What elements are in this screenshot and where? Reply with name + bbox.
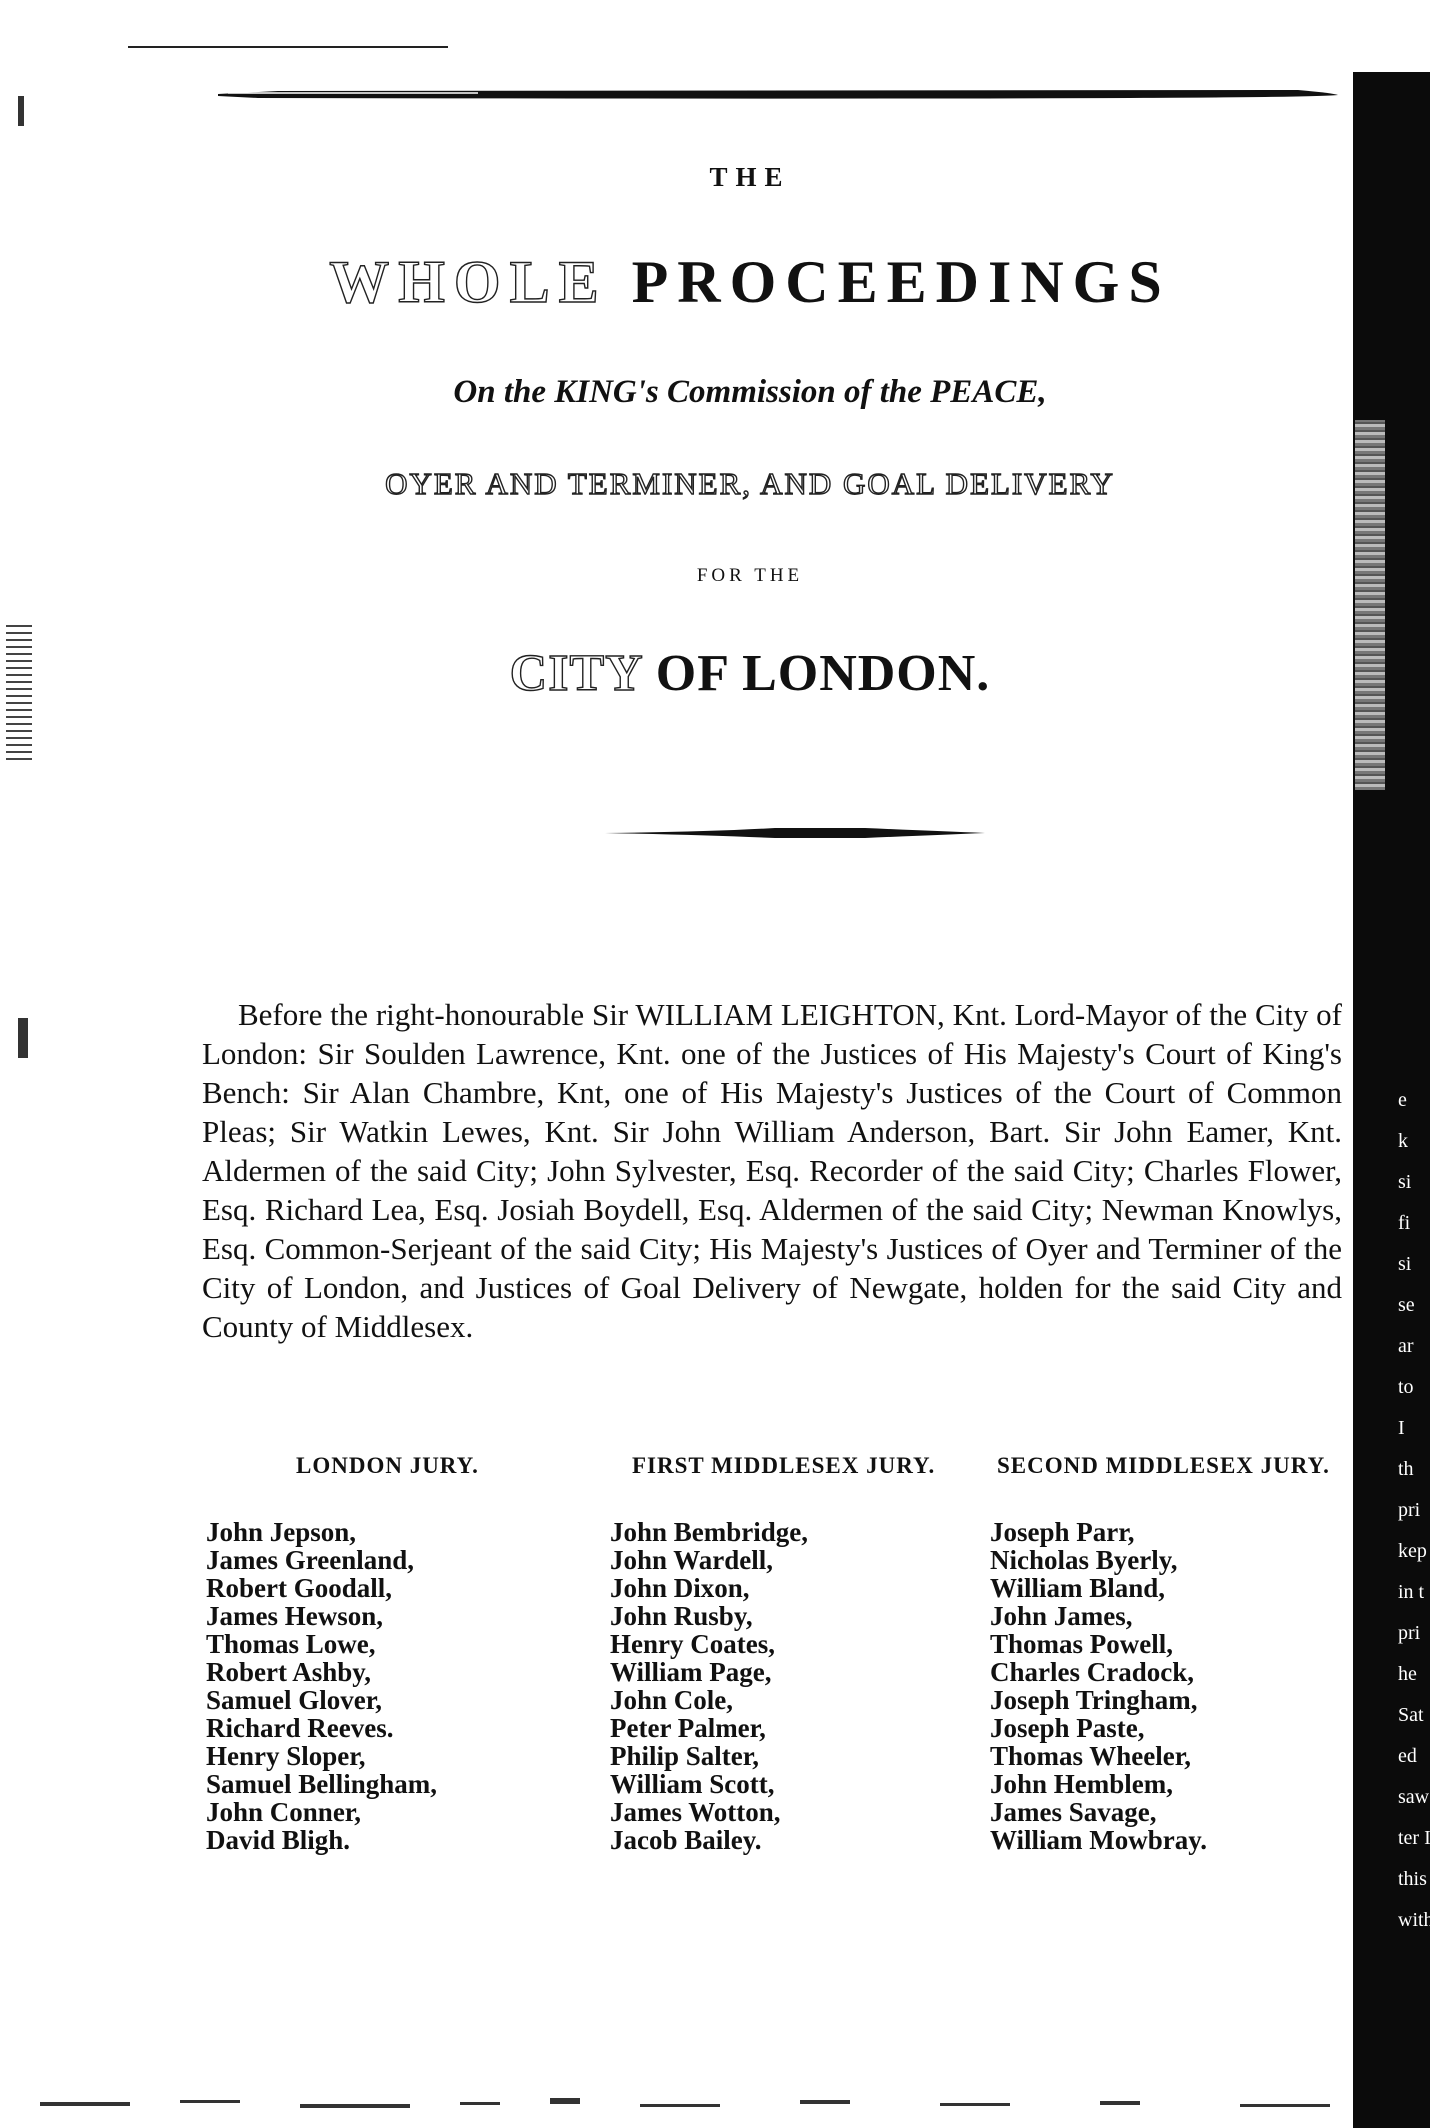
bleed-fragment: ter I bbox=[1398, 1827, 1431, 1849]
juror-name: William Mowbray. bbox=[990, 1825, 1208, 1855]
juror-name: Robert Ashby, bbox=[206, 1657, 372, 1687]
top-short-rule bbox=[128, 46, 448, 48]
facing-page-bleed bbox=[1398, 1080, 1434, 1941]
title-city-of-london bbox=[160, 644, 1340, 703]
jury-heading-london: LONDON JURY. bbox=[296, 1453, 479, 1478]
juror-name: Joseph Tringham, bbox=[990, 1685, 1198, 1715]
bleed-fragment: this bbox=[1398, 1868, 1427, 1890]
juror-name: James Wotton, bbox=[610, 1797, 781, 1827]
juror-name: Peter Palmer, bbox=[610, 1713, 766, 1743]
bleed-fragment: he bbox=[1398, 1663, 1417, 1685]
juror-name: Joseph Parr, bbox=[990, 1517, 1135, 1547]
bleed-fragment: se bbox=[1398, 1294, 1415, 1316]
juror-name: John Cole, bbox=[610, 1685, 734, 1715]
court-preamble: Before the right-honourable Sir WILLIAM LEIGHTON, Knt. Lord-Mayor of the City of London: Sir Soulden Lawrence, Knt. one of the Justices of His Majesty's Court of King's Bench: Sir Alan Chambre, Knt, one of His Majesty's Justices of the Court of Common Pleas; Sir Watkin Lewes, Knt. Sir John William Anderson, Bart. Sir John Eamer, Knt. Aldermen of the said City; John Sylvester, Esq. Recorder of the said City; Charles Flower, Esq. Richard Lea, Esq. Josiah Boydell, Esq. Aldermen of the said City; Newman Knowlys, Esq. Common-Serjeant of the said City; His Majesty's Justices of Oyer and Terminer of the City of London, and Justices of Goal Delivery of Newgate, holden for the said City and County of Middlesex. bbox=[202, 997, 1342, 1344]
title-city-outline: CITY bbox=[509, 645, 642, 702]
bleed-fragment: to bbox=[1398, 1376, 1414, 1398]
title-main bbox=[160, 248, 1340, 317]
juror-name: Jacob Bailey. bbox=[610, 1825, 762, 1855]
juror-name: John Hemblem, bbox=[990, 1769, 1174, 1799]
jury-list-london bbox=[206, 1518, 437, 1854]
bleed-fragment: saw bbox=[1398, 1786, 1430, 1808]
title-whole-outline: WHOLE bbox=[329, 249, 608, 315]
juror-name: Samuel Glover, bbox=[206, 1685, 383, 1715]
juror-name: James Hewson, bbox=[206, 1601, 383, 1631]
subtitle-kings-commission: On the KING's Commission of the PEACE, bbox=[453, 374, 1047, 410]
juror-name: Joseph Paste, bbox=[990, 1713, 1145, 1743]
bleed-fragment: in t bbox=[1398, 1581, 1425, 1603]
juror-name: John Bembridge, bbox=[610, 1517, 809, 1547]
juror-name: Nicholas Byerly, bbox=[990, 1545, 1178, 1575]
juror-name: Henry Coates, bbox=[610, 1629, 775, 1659]
title-the: THE bbox=[709, 162, 791, 192]
juror-name: William Bland, bbox=[990, 1573, 1166, 1603]
jury-list-first-middlesex bbox=[610, 1518, 808, 1854]
bleed-fragment: th bbox=[1398, 1458, 1414, 1480]
juror-name: Philip Salter, bbox=[610, 1741, 760, 1771]
juror-name: John Jepson, bbox=[206, 1517, 357, 1547]
bleed-fragment: I bbox=[1398, 1417, 1405, 1439]
jury-heading-second-middlesex: SECOND MIDDLESEX JURY. bbox=[997, 1453, 1330, 1478]
juror-name: Charles Cradock, bbox=[990, 1657, 1194, 1687]
juror-name: John Rusby, bbox=[610, 1601, 753, 1631]
juror-name: Thomas Lowe, bbox=[206, 1629, 376, 1659]
bleed-fragment: kep bbox=[1398, 1540, 1427, 1562]
juror-name: William Page, bbox=[610, 1657, 772, 1687]
juror-name: William Scott, bbox=[610, 1769, 775, 1799]
juror-name: Samuel Bellingham, bbox=[206, 1769, 438, 1799]
juror-name: Thomas Wheeler, bbox=[990, 1741, 1192, 1771]
jury-list-second-middlesex bbox=[990, 1518, 1207, 1854]
juror-name: David Bligh. bbox=[206, 1825, 351, 1855]
subtitle-oyer-terminer: OYER AND TERMINER, AND GOAL DELIVERY bbox=[385, 466, 1115, 501]
jury-heading-first-middlesex: FIRST MIDDLESEX JURY. bbox=[632, 1453, 936, 1478]
juror-name: John Dixon, bbox=[610, 1573, 750, 1603]
subtitle-for-the: FOR THE bbox=[696, 565, 804, 586]
bleed-fragment: pri bbox=[1398, 1622, 1421, 1644]
juror-name: John James, bbox=[990, 1601, 1133, 1631]
title-proceedings: PROCEEDINGS bbox=[631, 249, 1171, 315]
binding-edge-texture bbox=[1355, 420, 1385, 790]
bleed-fragment: fi bbox=[1398, 1212, 1411, 1234]
top-ornamental-rule bbox=[218, 88, 1338, 100]
bleed-fragment: pri bbox=[1398, 1499, 1421, 1521]
bleed-fragment: si bbox=[1398, 1253, 1412, 1275]
margin-speck bbox=[6, 620, 32, 760]
margin-speck bbox=[18, 96, 24, 126]
bottom-scan-specks bbox=[40, 2080, 1340, 2120]
title-of-london: OF LONDON. bbox=[655, 645, 991, 702]
juror-name: James Greenland, bbox=[206, 1545, 414, 1575]
bleed-fragment: Sat bbox=[1398, 1704, 1424, 1726]
bleed-fragment: e bbox=[1398, 1089, 1407, 1111]
bleed-fragment: with bbox=[1398, 1909, 1434, 1931]
section-ornament-rule bbox=[605, 826, 985, 840]
bleed-fragment: si bbox=[1398, 1171, 1412, 1193]
juror-name: John Conner, bbox=[206, 1797, 362, 1827]
margin-speck bbox=[18, 1018, 28, 1058]
juror-name: Richard Reeves. bbox=[206, 1713, 394, 1743]
juror-name: James Savage, bbox=[990, 1797, 1157, 1827]
bleed-fragment: ar bbox=[1398, 1335, 1414, 1357]
bleed-fragment: ed bbox=[1398, 1745, 1417, 1767]
juror-name: Thomas Powell, bbox=[990, 1629, 1174, 1659]
juror-name: John Wardell, bbox=[610, 1545, 774, 1575]
bleed-fragment: k bbox=[1398, 1130, 1408, 1152]
juror-name: Robert Goodall, bbox=[206, 1573, 392, 1603]
juror-name: Henry Sloper, bbox=[206, 1741, 366, 1771]
